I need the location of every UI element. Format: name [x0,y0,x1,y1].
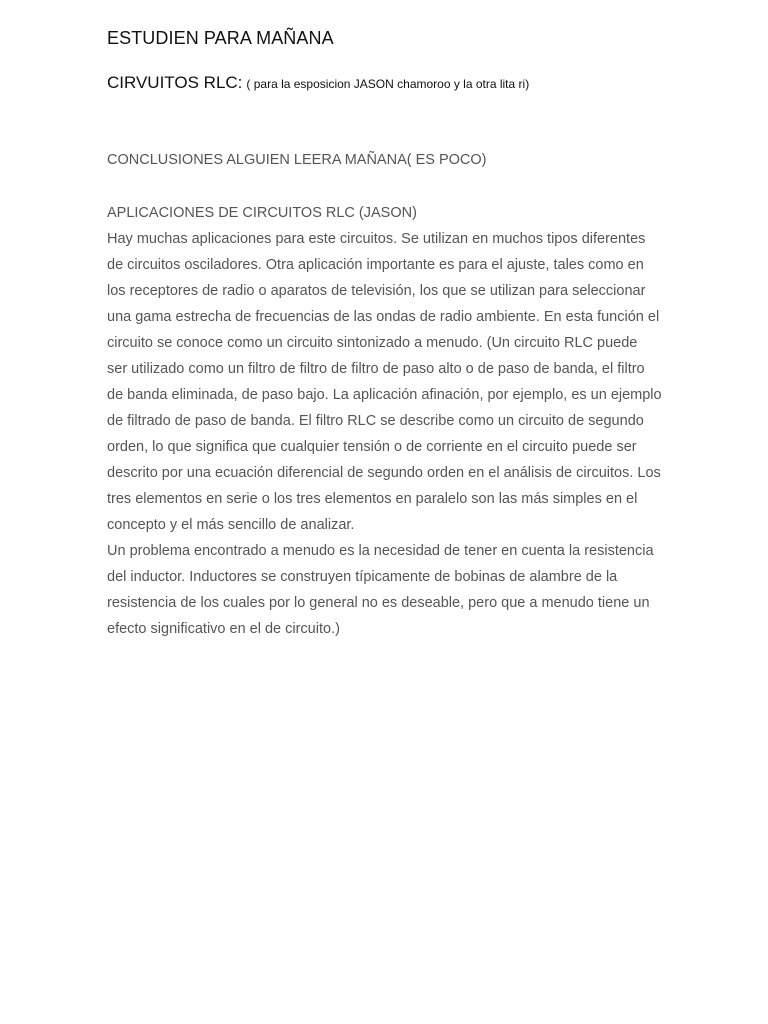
conclusions-heading: CONCLUSIONES ALGUIEN LEERA MAÑANA( ES POCO) [107,152,487,168]
body-line: concepto y el más sencillo de analizar. [107,517,355,533]
body-line: descrito por una ecuación diferencial de segundo orden en el análisis de circuitos. Los [107,465,661,481]
body-line: de circuitos osciladores. Otra aplicación importante es para el ajuste, tales como en [107,257,644,273]
body-line: de filtrado de paso de banda. El filtro RLC se describe como un circuito de segundo [107,413,644,429]
body-line: tres elementos en serie o los tres elementos en paralelo son las más simples en el [107,491,638,507]
subtitle-note: ( para la esposicion JASON chamoroo y la otra lita ri) [246,77,530,91]
body-line: resistencia de los cuales por lo general no es deseable, pero que a menudo tiene un [107,595,650,611]
body-line: circuito se conoce como un circuito sintonizado a menudo. (Un circuito RLC puede [107,335,638,351]
body-line: Hay muchas aplicaciones para este circuitos. Se utilizan en muchos tipos diferentes [107,231,646,247]
applications-heading: APLICACIONES DE CIRCUITOS RLC (JASON) [107,205,417,221]
body-line: del inductor. Inductores se construyen típicamente de bobinas de alambre de la [107,569,618,585]
body-line: ser utilizado como un filtro de filtro de filtro de paso alto o de paso de banda, el filtro [107,361,645,377]
subtitle-main: CIRVUITOS RLC: [107,73,243,92]
body-line: efecto significativo en el de circuito.) [107,621,340,637]
document-title: ESTUDIEN PARA MAÑANA [107,28,334,48]
body-line: orden, lo que significa que cualquier tensión o de corriente en el circuito puede ser [107,439,637,455]
applications-body [107,226,667,642]
subtitle [107,73,529,93]
body-line: Un problema encontrado a menudo es la necesidad de tener en cuenta la resistencia [107,543,654,559]
body-line: los receptores de radio o aparatos de televisión, los que se utilizan para seleccionar [107,283,646,299]
body-line: de banda eliminada, de paso bajo. La aplicación afinación, por ejemplo, es un ejemplo [107,387,662,403]
body-line: una gama estrecha de frecuencias de las ondas de radio ambiente. En esta función el [107,309,660,325]
